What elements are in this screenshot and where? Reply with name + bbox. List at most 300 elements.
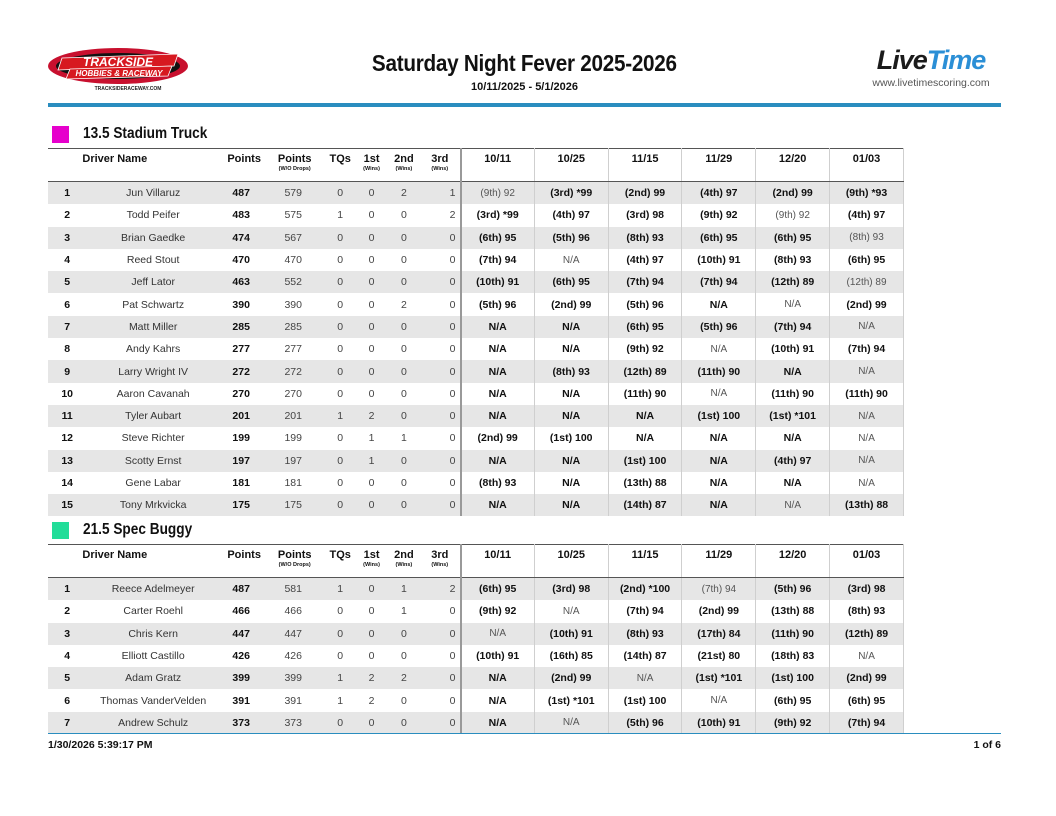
race-result: (8th) 93: [534, 360, 608, 382]
header-rule: [48, 103, 1001, 107]
second-wins: 1: [400, 432, 407, 445]
third-wins: 0: [420, 450, 460, 472]
race-result: (6th) 95: [830, 249, 904, 271]
table-row: [48, 293, 904, 315]
race-result: (5th) 96: [682, 316, 756, 338]
race-result: (3rd) 98: [534, 578, 608, 601]
driver-name: Jun Villaruz: [82, 182, 224, 205]
table-row: [48, 383, 904, 405]
points-wo-drops: 466: [284, 605, 302, 618]
points-wo-drops: 175: [264, 494, 325, 516]
second-wins: 2: [388, 182, 420, 205]
position: 1: [48, 182, 82, 205]
race-result: N/A: [534, 405, 608, 427]
class-color-swatch: [52, 522, 69, 539]
col-race-date: 12/20: [756, 545, 830, 578]
race-result: (7th) 94: [830, 338, 904, 360]
driver-name: Jeff Lator: [82, 271, 224, 293]
table-row: [48, 450, 904, 472]
second-wins: 0: [400, 477, 407, 489]
table-row: [48, 472, 904, 494]
position: 13: [48, 450, 82, 472]
position: 14: [61, 477, 74, 489]
race-result: N/A: [534, 338, 608, 360]
livetime-logo: LiveTime www.livetimescoring.com: [861, 46, 1001, 89]
race-result: (2nd) 99: [608, 182, 682, 205]
race-result: (1st) 100: [682, 405, 756, 427]
points: 277: [232, 343, 250, 356]
race-result: (5th) 96: [461, 293, 535, 315]
points: 201: [224, 405, 264, 427]
points-wo-drops: 447: [264, 623, 325, 645]
race-result: (12th) 89: [608, 360, 682, 382]
race-result: (6th) 95: [756, 689, 830, 711]
points: 447: [224, 623, 264, 645]
second-wins: 0: [388, 450, 420, 472]
class-name: 21.5 Spec Buggy: [83, 521, 193, 538]
points: 487: [224, 578, 264, 601]
race-result: (5th) 96: [608, 712, 682, 734]
points: 470: [232, 254, 250, 267]
third-wins: 0: [420, 600, 460, 622]
race-result: N/A: [534, 600, 608, 622]
third-wins: 0: [420, 427, 460, 449]
race-result: N/A: [534, 316, 608, 338]
table-row: [48, 227, 904, 249]
second-wins: 0: [400, 254, 407, 267]
race-result: (7th) 94: [756, 316, 830, 338]
race-result: N/A: [534, 712, 608, 734]
table-row: [48, 623, 904, 645]
col-points-wo-drops: Points (W/O Drops): [264, 149, 325, 182]
race-result: (8th) 93: [830, 227, 904, 249]
points: 373: [224, 712, 264, 734]
points-wo-drops: 277: [284, 343, 302, 356]
driver-name: Andrew Schulz: [82, 712, 224, 734]
race-result: N/A: [682, 427, 756, 449]
tq-count: 1: [325, 405, 355, 427]
col-race-date: 12/20: [756, 149, 830, 182]
race-result: N/A: [682, 494, 756, 516]
race-result: (4th) 97: [682, 182, 756, 205]
race-result: N/A: [756, 472, 830, 494]
driver-name: Reece Adelmeyer: [82, 578, 224, 601]
table-row: [48, 204, 904, 226]
table-row: [48, 667, 904, 689]
race-result: N/A: [830, 450, 904, 472]
points-wo-drops: 552: [264, 271, 325, 293]
points: 199: [232, 432, 250, 445]
race-result: N/A: [461, 712, 535, 734]
points-wo-drops: 426: [284, 650, 302, 663]
points-wo-drops: 270: [284, 387, 302, 400]
race-result: (4th) 97: [608, 249, 682, 271]
second-wins: 0: [388, 227, 420, 249]
race-result: (2nd) 99: [682, 600, 756, 622]
first-wins: 0: [355, 623, 387, 645]
col-third-wins: 3rd (Wins): [420, 545, 460, 578]
tq-count: 1: [337, 209, 344, 222]
tq-count: 0: [337, 432, 344, 445]
race-result: (9th) 92: [756, 204, 830, 226]
race-result: N/A: [534, 494, 608, 516]
table-row: [48, 182, 904, 205]
race-result: (7th) 94: [682, 271, 756, 293]
race-result: (11th) 90: [756, 383, 830, 405]
position: 4: [64, 650, 71, 663]
points: 270: [232, 387, 250, 400]
race-result: (7th) 94: [608, 271, 682, 293]
first-wins: 0: [355, 360, 387, 382]
points-wo-drops: 579: [264, 182, 325, 205]
race-result: (9th) 92: [756, 712, 830, 734]
driver-name: Tyler Aubart: [82, 405, 224, 427]
race-result: N/A: [682, 689, 756, 711]
race-result: (17th) 84: [682, 623, 756, 645]
points-wo-drops: 373: [264, 712, 325, 734]
second-wins: 0: [388, 360, 420, 382]
race-result: N/A: [534, 472, 608, 494]
tq-count: 0: [337, 343, 344, 356]
table-row: [48, 712, 904, 734]
position: 8: [64, 343, 71, 356]
class-color-swatch: [52, 126, 69, 143]
second-wins: 0: [400, 209, 407, 222]
third-wins: 0: [420, 293, 460, 315]
race-result: (10th) 91: [534, 623, 608, 645]
driver-name: Chris Kern: [82, 623, 224, 645]
race-result: N/A: [461, 494, 535, 516]
second-wins: 0: [400, 694, 407, 707]
livetime-url[interactable]: www.livetimescoring.com: [872, 77, 990, 89]
race-result: N/A: [461, 360, 535, 382]
col-first-wins: 1st (Wins): [355, 149, 387, 182]
points-wo-drops: 181: [284, 477, 302, 489]
race-result: (6th) 95: [756, 227, 830, 249]
race-result: (14th) 87: [608, 645, 682, 667]
col-race-date: 10/25: [534, 149, 608, 182]
position: 3: [48, 227, 82, 249]
race-result: (6th) 95: [682, 227, 756, 249]
race-result: N/A: [461, 405, 535, 427]
points: 285: [224, 316, 264, 338]
col-third-wins: 3rd (Wins): [420, 149, 460, 182]
race-result: N/A: [461, 623, 535, 645]
col-race-date: 10/11: [461, 545, 535, 578]
race-result: N/A: [461, 338, 535, 360]
race-result: (6th) 95: [461, 578, 535, 601]
race-result: (21st) 80: [682, 645, 756, 667]
race-result: (13th) 88: [830, 494, 904, 516]
race-result: (8th) 93: [461, 472, 535, 494]
position: 10: [61, 387, 74, 400]
first-wins: 2: [368, 694, 375, 707]
race-result: (11th) 90: [608, 383, 682, 405]
race-result: N/A: [830, 316, 904, 338]
race-result: (3rd) 98: [830, 578, 904, 601]
points: 175: [224, 494, 264, 516]
table-row: [48, 689, 904, 711]
svg-text:TRACKSIDE: TRACKSIDE: [82, 55, 154, 69]
first-wins: 0: [368, 650, 375, 663]
race-result: (12th) 89: [830, 623, 904, 645]
position: 12: [61, 432, 74, 445]
race-result: (13th) 88: [756, 600, 830, 622]
tq-count: 0: [325, 227, 355, 249]
table-row: [48, 360, 904, 382]
col-race-date: 01/03: [830, 149, 904, 182]
race-result: N/A: [608, 667, 682, 689]
col-points-wo-drops: Points (W/O Drops): [264, 545, 325, 578]
race-result: (10th) 91: [682, 249, 756, 271]
tq-count: 1: [337, 694, 344, 707]
points: 426: [232, 650, 250, 663]
race-result: (1st) *101: [682, 667, 756, 689]
driver-name: Adam Gratz: [82, 667, 224, 689]
svg-text:HOBBIES & RACEWAY: HOBBIES & RACEWAY: [75, 69, 163, 78]
third-wins: 0: [420, 645, 460, 667]
second-wins: 1: [400, 605, 407, 618]
race-result: (10th) 91: [682, 712, 756, 734]
position: 3: [48, 623, 82, 645]
first-wins: 0: [368, 298, 375, 311]
position: 6: [64, 298, 71, 311]
race-result: N/A: [682, 450, 756, 472]
driver-name: Matt Miller: [82, 316, 224, 338]
col-points: Points: [224, 149, 264, 182]
race-result: N/A: [461, 316, 535, 338]
tq-count: 0: [337, 650, 344, 663]
race-result: (13th) 88: [608, 472, 682, 494]
tq-count: 0: [337, 387, 344, 400]
first-wins: 1: [368, 432, 375, 445]
second-wins: 2: [388, 667, 420, 689]
driver-name: Todd Peifer: [126, 209, 180, 222]
driver-name: Brian Gaedke: [82, 227, 224, 249]
first-wins: 1: [355, 450, 387, 472]
first-wins: 0: [368, 254, 375, 267]
points: 483: [232, 209, 250, 222]
table-row: [48, 271, 904, 293]
points: 466: [232, 605, 250, 618]
col-race-date: 11/15: [608, 545, 682, 578]
race-result: N/A: [830, 405, 904, 427]
third-wins: 0: [420, 623, 460, 645]
second-wins: 0: [400, 650, 407, 663]
third-wins: 1: [420, 182, 460, 205]
driver-name: Tony Mrkvicka: [82, 494, 224, 516]
tq-count: 0: [325, 712, 355, 734]
race-result: N/A: [682, 338, 756, 360]
col-driver-name: Driver Name: [82, 545, 224, 578]
col-second-wins: 2nd (Wins): [388, 545, 420, 578]
race-result: N/A: [830, 472, 904, 494]
race-result: (1st) 100: [608, 450, 682, 472]
race-result: (6th) 95: [461, 227, 535, 249]
race-result: (8th) 93: [756, 249, 830, 271]
points-wo-drops: 391: [284, 694, 302, 707]
date-range: 10/11/2025 - 5/1/2026: [470, 81, 579, 93]
first-wins: 0: [368, 343, 375, 356]
third-wins: 0: [420, 316, 460, 338]
tq-count: 0: [325, 623, 355, 645]
third-wins: 0: [420, 227, 460, 249]
driver-name: Steve Richter: [121, 432, 185, 445]
race-result: N/A: [608, 405, 682, 427]
points-wo-drops: 199: [284, 432, 302, 445]
footer-rule: [48, 733, 1001, 734]
race-result: (1st) 100: [608, 689, 682, 711]
position: 7: [48, 316, 82, 338]
third-wins: 0: [420, 360, 460, 382]
race-result: (2nd) *100: [608, 578, 682, 601]
position: 15: [48, 494, 82, 516]
race-result: (9th) *93: [830, 182, 904, 205]
race-result: N/A: [756, 293, 830, 315]
points: 390: [232, 298, 250, 311]
table-row: [48, 494, 904, 516]
second-wins: 0: [388, 405, 420, 427]
table-row: [48, 578, 904, 601]
col-race-date: 10/25: [534, 545, 608, 578]
second-wins: 0: [388, 623, 420, 645]
class-heading: [52, 520, 207, 540]
second-wins: 0: [400, 343, 407, 356]
race-result: N/A: [682, 472, 756, 494]
race-result: (12th) 89: [756, 271, 830, 293]
table-row: [48, 645, 904, 667]
race-result: (10th) 91: [756, 338, 830, 360]
position: 6: [64, 694, 71, 707]
third-wins: 0: [420, 494, 460, 516]
tq-count: 0: [325, 450, 355, 472]
table-row: [48, 338, 904, 360]
race-result: (9th) 92: [608, 338, 682, 360]
race-result: (18th) 83: [756, 645, 830, 667]
points-wo-drops: 390: [284, 298, 302, 311]
col-race-date: 01/03: [830, 545, 904, 578]
race-result: (16th) 85: [534, 645, 608, 667]
driver-name: Andy Kahrs: [126, 343, 181, 356]
tq-count: 0: [325, 271, 355, 293]
race-result: (1st) 100: [756, 667, 830, 689]
col-second-wins: 2nd (Wins): [388, 149, 420, 182]
second-wins: 2: [400, 298, 407, 311]
first-wins: 0: [355, 316, 387, 338]
col-tqs: TQs: [325, 149, 355, 182]
first-wins: 0: [368, 209, 375, 222]
race-result: N/A: [534, 450, 608, 472]
tq-count: 0: [337, 298, 344, 311]
second-wins: 0: [400, 387, 407, 400]
race-result: N/A: [756, 360, 830, 382]
col-race-date: 11/29: [682, 149, 756, 182]
position: 2: [64, 209, 71, 222]
race-result: (1st) *101: [534, 689, 608, 711]
points-wo-drops: 272: [264, 360, 325, 382]
race-result: (3rd) 98: [608, 204, 682, 226]
driver-name: Reed Stout: [126, 254, 180, 267]
race-result: (2nd) 99: [534, 293, 608, 315]
third-wins: 0: [420, 383, 460, 405]
col-pos: [48, 545, 82, 578]
points: 181: [232, 477, 250, 489]
col-race-date: 11/15: [608, 149, 682, 182]
tq-count: 0: [337, 477, 344, 489]
first-wins: 2: [355, 405, 387, 427]
points: 487: [224, 182, 264, 205]
points-wo-drops: 470: [284, 254, 302, 267]
position: 1: [48, 578, 82, 601]
race-result: N/A: [756, 427, 830, 449]
points: 272: [224, 360, 264, 382]
driver-name: Aaron Cavanah: [116, 387, 190, 400]
first-wins: 0: [355, 227, 387, 249]
third-wins: 0: [420, 712, 460, 734]
race-result: (6th) 95: [830, 689, 904, 711]
second-wins: 0: [388, 712, 420, 734]
print-timestamp: 1/30/2026 5:39:17 PM: [48, 739, 153, 751]
table-row: [48, 405, 904, 427]
race-result: (1st) *101: [756, 405, 830, 427]
position: 5: [48, 271, 82, 293]
third-wins: 2: [420, 578, 460, 601]
tq-count: 0: [325, 360, 355, 382]
third-wins: 0: [420, 338, 460, 360]
race-result: (5th) 96: [534, 227, 608, 249]
points: 399: [224, 667, 264, 689]
race-result: (6th) 95: [608, 316, 682, 338]
header-row: [48, 545, 904, 578]
race-result: (11th) 90: [682, 360, 756, 382]
race-result: N/A: [830, 427, 904, 449]
third-wins: 0: [420, 249, 460, 271]
race-result: (9th) 92: [461, 182, 535, 205]
col-race-date: 10/11: [461, 149, 535, 182]
table-row: [48, 249, 904, 271]
driver-name: Gene Labar: [125, 477, 181, 489]
tq-count: 0: [337, 605, 344, 618]
first-wins: 0: [355, 578, 387, 601]
race-result: N/A: [461, 667, 535, 689]
tq-count: 1: [325, 578, 355, 601]
points-wo-drops: 197: [264, 450, 325, 472]
third-wins: 0: [420, 405, 460, 427]
first-wins: 0: [355, 182, 387, 205]
points-wo-drops: 201: [264, 405, 325, 427]
report-title: Saturday Night Fever 2025-2026: [372, 50, 677, 76]
report-header: [48, 40, 1001, 104]
race-result: (7th) 94: [461, 249, 535, 271]
col-points: Points: [224, 545, 264, 578]
race-result: N/A: [756, 494, 830, 516]
race-result: (10th) 91: [461, 645, 535, 667]
driver-name: Pat Schwartz: [122, 298, 185, 311]
race-result: N/A: [461, 689, 535, 711]
race-result: (12th) 89: [830, 271, 904, 293]
race-result: (7th) 94: [608, 600, 682, 622]
third-wins: 0: [420, 689, 460, 711]
race-result: (10th) 91: [461, 271, 535, 293]
points-wo-drops: 581: [264, 578, 325, 601]
race-result: (8th) 93: [608, 623, 682, 645]
position: 11: [48, 405, 82, 427]
race-result: N/A: [534, 383, 608, 405]
class-name: 13.5 Stadium Truck: [83, 125, 208, 142]
driver-name: Scotty Ernst: [82, 450, 224, 472]
second-wins: 0: [388, 271, 420, 293]
table-row: [48, 316, 904, 338]
